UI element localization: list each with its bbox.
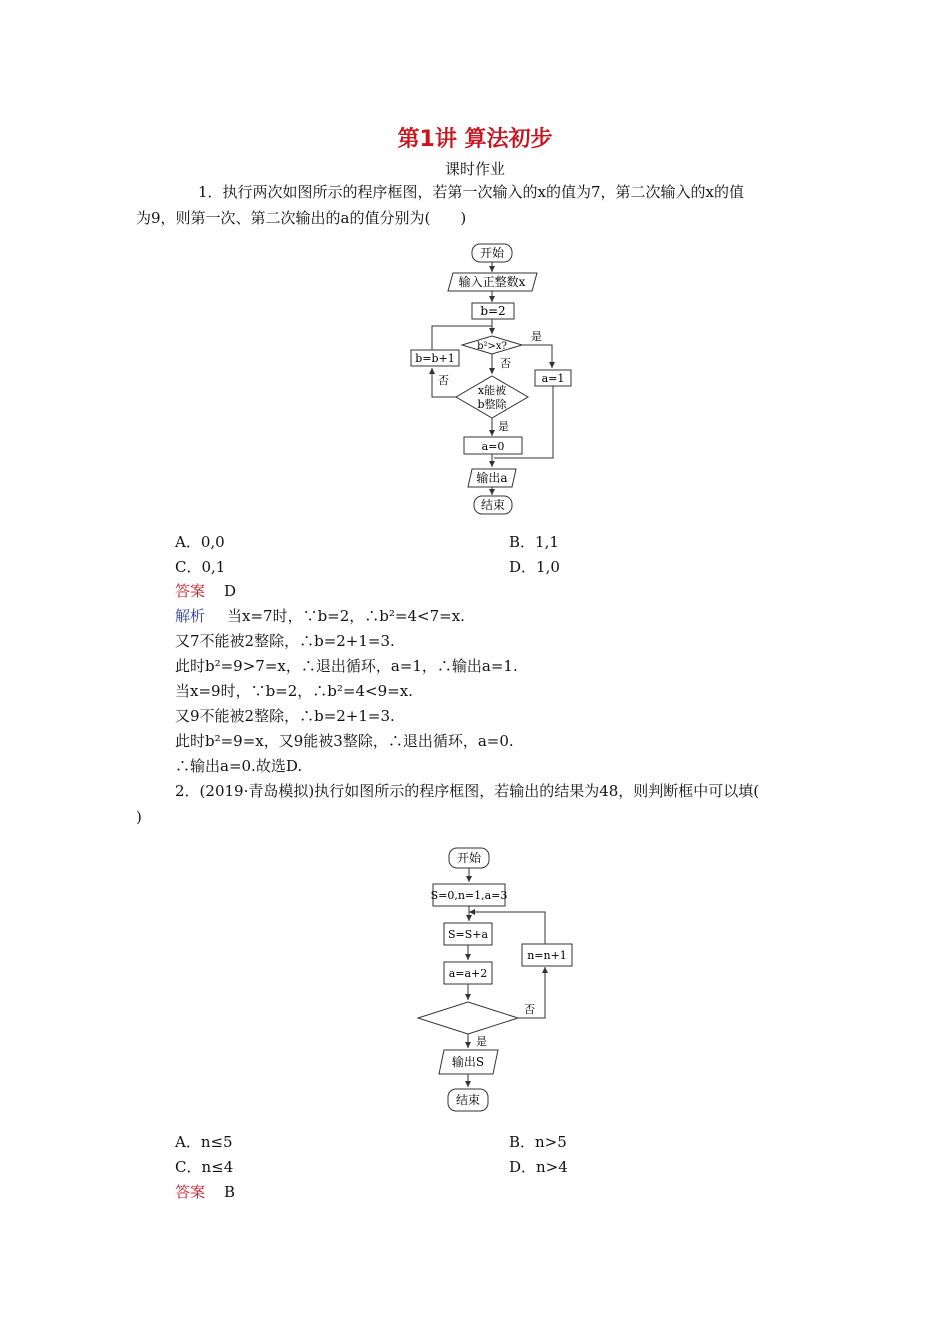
q2-condition-diamond xyxy=(418,1002,518,1034)
q2-output-text: 输出S xyxy=(451,1055,485,1069)
q1-inc-text: b=b+1 xyxy=(415,352,455,365)
q1-analysis-label: 解析 xyxy=(175,607,206,625)
q2-n-update-text: n=n+1 xyxy=(527,949,567,962)
q1-option-d: D．1,0 xyxy=(509,558,560,576)
q1-cond1-text: b²>x? xyxy=(477,341,507,352)
q2-option-d: D．n>4 xyxy=(509,1158,568,1176)
q1-answer-value: D xyxy=(224,582,237,600)
q1-init-text: b=2 xyxy=(480,304,506,318)
q1-input-text: 输入正整数x xyxy=(458,275,526,289)
q1-analysis-line: 此时b²=9=x，又9能被3整除，∴退出循环，a=0. xyxy=(175,732,514,750)
q1-option-b: B．1,1 xyxy=(509,533,559,551)
q1-a1-text: a=1 xyxy=(541,372,565,385)
q1-no1-label: 否 xyxy=(500,357,511,370)
q1-analysis-line: 当x=7时，∵b=2，∴b²=4<7=x. xyxy=(227,607,465,625)
q1-no2-label: 否 xyxy=(438,374,449,387)
q2-answer-label: 答案 xyxy=(175,1183,206,1201)
q1-cond2-diamond xyxy=(456,376,528,418)
q2-option-c: C．n≤4 xyxy=(175,1158,234,1176)
q2-a-update-text: a=a+2 xyxy=(448,967,488,980)
q1-output-text: 输出a xyxy=(476,471,508,485)
q1-start-text: 开始 xyxy=(479,246,505,260)
q2-flowchart xyxy=(410,840,585,1120)
q1-stem-line2: 为9，则第一次、第二次输出的a的值分别为( ) xyxy=(136,209,467,227)
q2-stem-line2: ) xyxy=(136,808,142,826)
q1-option-c: C．0,1 xyxy=(175,558,226,576)
q2-end-text: 结束 xyxy=(455,1093,481,1107)
q1-answer-label: 答案 xyxy=(175,582,206,600)
q1-a0-text: a=0 xyxy=(481,440,505,453)
q2-start-text: 开始 xyxy=(456,851,482,865)
q1-stem-line1: 1．执行两次如图所示的程序框图，若第一次输入的x的值为7，第二次输入的x的值 xyxy=(198,183,745,201)
page-title: 第1讲 算法初步 xyxy=(397,127,553,152)
q1-analysis-line: 又9不能被2整除，∴b=2+1=3. xyxy=(175,707,395,725)
q1-analysis-line: 又7不能被2整除，∴b=2+1=3. xyxy=(175,632,395,650)
q1-flowchart xyxy=(400,238,580,520)
q2-s-update-text: S=S+a xyxy=(447,928,489,941)
q2-answer-value: B xyxy=(224,1183,236,1201)
q2-no-label: 否 xyxy=(524,1003,535,1016)
q1-cond2-text-line2: b整除 xyxy=(477,398,507,411)
q2-yes-label: 是 xyxy=(476,1035,487,1048)
q1-analysis-line: ∴输出a=0.故选D. xyxy=(175,757,303,775)
q1-analysis-line: 此时b²=9>7=x，∴退出循环，a=1，∴输出a=1. xyxy=(175,657,518,675)
q1-end-text: 结束 xyxy=(480,498,506,512)
q1-option-a: A．0,0 xyxy=(175,533,225,551)
q1-yes1-label: 是 xyxy=(531,330,542,343)
q2-stem-line1: 2．(2019·青岛模拟)执行如图所示的程序框图，若输出的结果为48，则判断框中可以填( xyxy=(175,782,760,800)
q2-option-b: B．n>5 xyxy=(509,1133,567,1151)
q1-yes2-label: 是 xyxy=(498,420,509,433)
q1-analysis-line: 当x=9时，∵b=2，∴b²=4<9=x. xyxy=(175,682,413,700)
q2-option-a: A．n≤5 xyxy=(175,1133,233,1151)
q1-cond2-text-line1: x能被 xyxy=(477,384,507,397)
page-subtitle: 课时作业 xyxy=(444,160,505,178)
q2-init-text: S=0,n=1,a=3 xyxy=(430,889,508,902)
